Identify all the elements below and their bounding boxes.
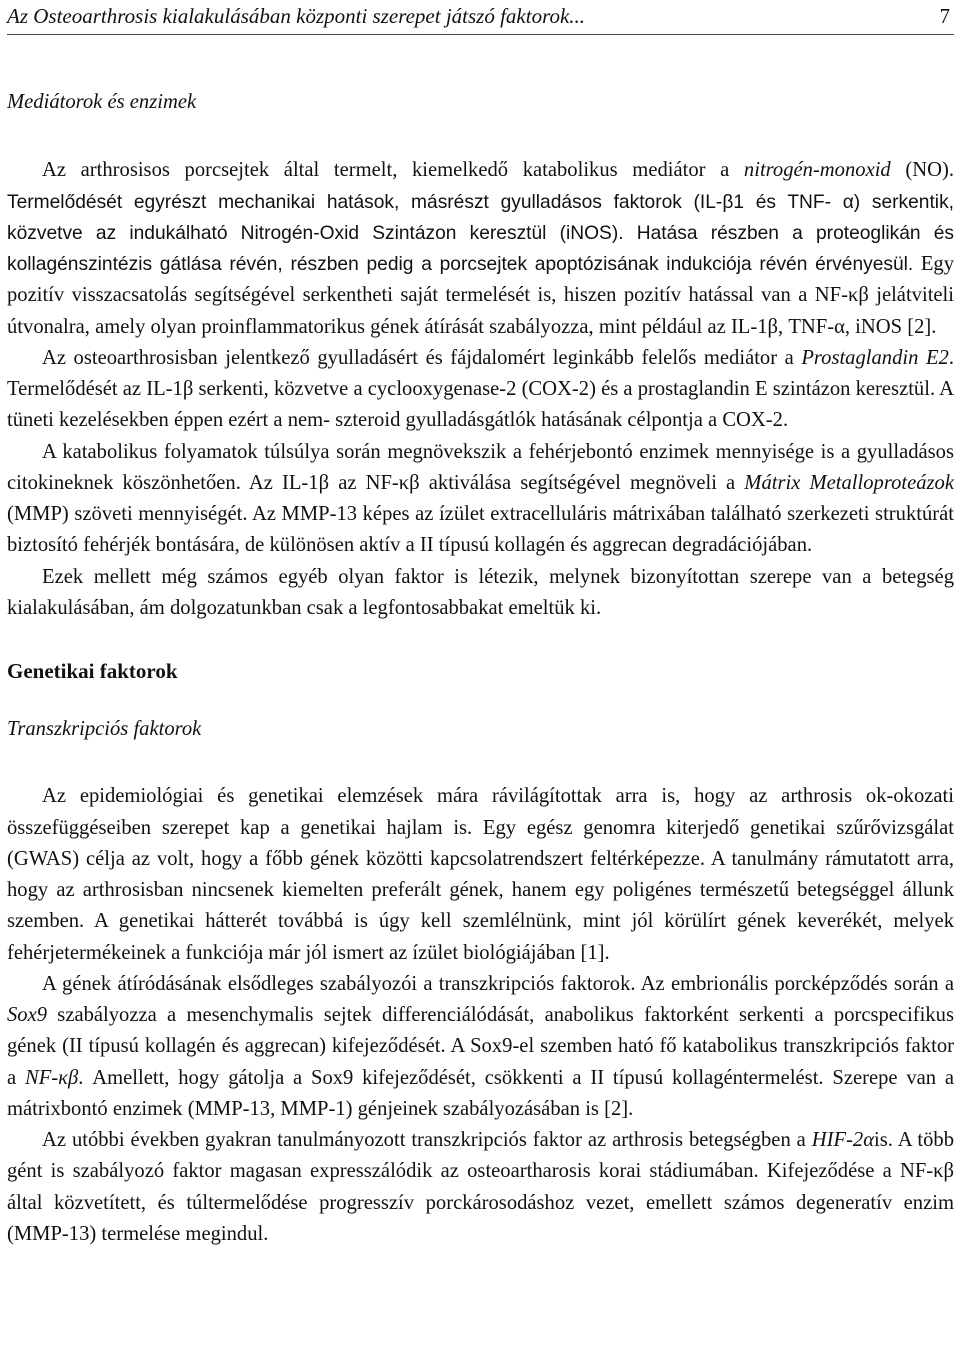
page-number: 7 xyxy=(939,4,950,28)
term-mmp: Mátrix Metalloproteázok xyxy=(744,471,954,494)
term-prostaglandin: Prostaglandin E2 xyxy=(801,346,949,369)
section-subtitle-transcription: Transzkripciós faktorok xyxy=(7,718,202,740)
paragraph-sox9: A gének átíródásának elsődleges szabályozói a transzkripciós faktorok. Az embrionális porcképződés során a Sox9 szabályozza a mesenchymalis sejtek differenciálódását, anabolikus faktorként serkenti a porcspecifikus gének (II típusú kollagén és aggrecan) kifejeződését. A Sox9-el szemben ható fő katabolikus transzkripciós faktor a NF-κβ. Amellett, hogy gátolja a Sox9 kifejeződését, csökkenti a II típusú kollagéntermelést. Szerepe van a mátrixbontó enzimek (MMP-13, MMP-1) génjeinek szabályozásában is [2]. xyxy=(7,972,955,1120)
term-sox9: Sox9 xyxy=(7,1004,48,1026)
paragraph-mmp: A katabolikus folyamatok túlsúlya során megnövekszik a fehérjebontó enzimek mennyisége is a gyulladásos citokineknek köszönhetően. Az IL-1β az NF-κβ aktiválása segítségével megnöveli a Mátrix Metalloproteázok (MMP) szöveti mennyiségét. Az MMP-13 képes az ízület extracelluláris mátrixában található szerkezeti struktúrát biztosító fehérjék bontására, de különösen aktív a II típusú kollagén és aggrecan degradációjában. xyxy=(7,440,954,557)
section-subtitle-mediators: Mediátorok és enzimek xyxy=(7,91,197,113)
running-header xyxy=(7,0,954,35)
sans-passage: Termelődését egyrészt mechanikai hatások, másrészt gyulladásos faktorok (IL-β1 és TNF- α) serkentik, közvetve az indukálható Nitrogén-Oxid Szintázon keresztül (iNOS). Hatása részben a proteoglikán és kollagénszintézis gátlása révén, részben pedig a porcsejtek apoptózisának indukciója révén érvényesül. xyxy=(7,191,954,275)
paragraph-other-factors: Ezek mellett még számos egyéb olyan faktor is létezik, melynek bizonyítottan szerepe van a betegség kialakulásában, ám dolgozatunkban csak a legfontosabbakat emeltük ki. xyxy=(7,565,954,619)
paragraph-hif: Az utóbbi években gyakran tanulmányozott transzkripciós faktor az arthrosis betegségben a HIF-2αis. A több gént is szabályozó faktor magasan expresszálódik az osteoartharosis korai stádiumában. Kifejeződése a NF-κβ által közvetített, és túltermelődése progresszív porckárosodáshoz vezet, emellett számos degeneratív enzim (MMP-13) termelése megindul. xyxy=(7,1129,954,1245)
term-nfkb: NF-κβ xyxy=(24,1066,79,1089)
running-title: Az Osteoarthrosis kialakulásában központi szerepet játszó faktorok... xyxy=(7,4,586,28)
paragraph-gwas: Az epidemiológiai és genetikai elemzések mára rávilágítottak arra is, hogy az arthrosis ok-okozati összefüggéseiben szerepet kap a genetikai hajlam is. Egy egész genomra kiterjedő genetikai szűrővizsgálat (GWAS) célja az volt, hogy a főbb gének közötti kapcsolatrendszert feltérképezze. A tanulmány rámutatott arra, hogy az arthrosisban nincsenek kiemelten preferált gének, hanem egy poligénes természetű betegséggel állunk szemben. A genetikai hátterét továbbá is úgy kell szemlélnünk, mint jól körülírt gének keverékét, melyek fehérjetermékeinek a funkciója már jól ismert az ízület biológiájában [1]. xyxy=(7,785,954,964)
paragraph-prostaglandin: Az osteoarthrosisban jelentkező gyulladásért és fájdalomért leginkább felelős mediátor a Prostaglandin E2. Termelődését az IL-1β serkenti, közvetve a cyclooxygenase-2 (COX-2) és a prostaglandin E szintázon keresztül. A tüneti kezelésekben éppen ezért a nem- szteroid gyulladásgátlók hatásának célpontja a COX-2. xyxy=(7,346,954,432)
term-nitrogen-monoxid: nitrogén-monoxid xyxy=(743,159,891,182)
section-heading-genetic: Genetikai faktorok xyxy=(7,659,178,683)
term-hif: HIF-2α xyxy=(811,1129,875,1151)
paragraph-no: Az arthrosisos porcsejtek által termelt, kiemelkedő katabolikus mediátor a nitrogén-monoxid (NO). Termelődését egyrészt mechanikai hatások, másrészt gyulladásos faktorok (IL-β1 és TNF- α) serkentik, közvetve az indukálható Nitrogén-Oxid Szintázon keresztül (iNOS). Hatása részben a proteoglikán és kollagénszintézis gátlása révén, részben pedig a porcsejtek apoptózisának indukciója révén érvényesül. Egy pozitív visszacsatolás segítségével serkentheti saját termelését is, hiszen pozitív hatással van a NF-κβ jelátviteli útvonalra, amely olyan proinflammatorikus gének átírását szabályozza, mint például az IL-1β, TNF-α, iNOS [2]. xyxy=(7,159,954,338)
